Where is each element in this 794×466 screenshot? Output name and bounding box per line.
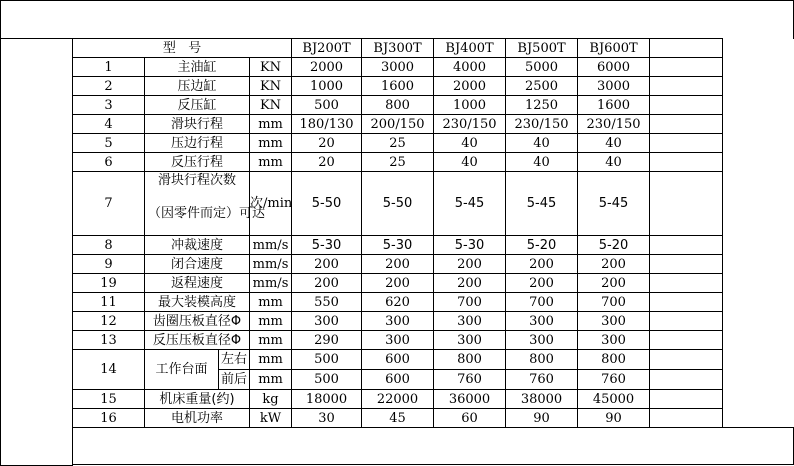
sheet-top-border: [0, 0, 794, 39]
unit-cell: kW: [250, 409, 292, 428]
blank-cell: [650, 274, 723, 293]
row-number: 9: [73, 255, 145, 274]
value-cell: 5-45: [578, 172, 650, 236]
table-row: [73, 236, 794, 255]
value-cell: 40: [506, 134, 578, 153]
parameter-name: 齿圈压板直径Φ: [145, 312, 250, 331]
parameter-name: 闭合速度: [145, 255, 250, 274]
value-cell: 2000: [434, 77, 506, 96]
table-row: [73, 153, 794, 172]
value-cell: 60: [434, 409, 506, 428]
value-cell: 5-45: [506, 172, 578, 236]
value-cell: 45000: [578, 390, 650, 409]
value-cell: 760: [506, 370, 578, 390]
value-cell: 20: [292, 134, 362, 153]
parameter-name: 反压行程: [145, 153, 250, 172]
blank-cell: [650, 96, 723, 115]
value-cell: 200: [506, 255, 578, 274]
value-cell: 5-30: [292, 236, 362, 255]
model-header: BJ600T: [578, 39, 650, 58]
row-number: 7: [73, 172, 145, 236]
value-cell: 200: [292, 274, 362, 293]
value-cell: 5-20: [506, 236, 578, 255]
value-cell: 25: [362, 153, 434, 172]
parameter-sub-name: 左右: [219, 350, 250, 370]
value-cell: 200: [292, 255, 362, 274]
value-cell: 1250: [506, 96, 578, 115]
value-cell: 5-45: [434, 172, 506, 236]
row-number: 16: [73, 409, 145, 428]
model-header: BJ400T: [434, 39, 506, 58]
value-cell: 90: [506, 409, 578, 428]
parameter-name: 冲裁速度: [145, 236, 250, 255]
model-header: BJ200T: [292, 39, 362, 58]
row-number: 19: [73, 274, 145, 293]
value-cell: 230/150: [506, 115, 578, 134]
model-label-cell: 型 号: [73, 39, 292, 58]
unit-cell: 次/min: [250, 172, 292, 236]
unit-cell: kg: [250, 390, 292, 409]
table-row: [73, 390, 794, 409]
value-cell: 1600: [578, 96, 650, 115]
value-cell: 600: [362, 350, 434, 370]
parameter-name: 滑块行程: [145, 115, 250, 134]
row-number: 11: [73, 293, 145, 312]
value-cell: 300: [362, 312, 434, 331]
sheet-left-margin: [0, 38, 73, 466]
value-cell: 3000: [362, 58, 434, 77]
value-cell: 800: [362, 96, 434, 115]
value-cell: 5-50: [362, 172, 434, 236]
row-number: 3: [73, 96, 145, 115]
value-cell: 300: [292, 312, 362, 331]
table-row: [73, 134, 794, 153]
value-cell: 760: [578, 370, 650, 390]
row-number: 5: [73, 134, 145, 153]
value-cell: 800: [578, 350, 650, 370]
blank-cell: [650, 134, 723, 153]
table-row: [73, 293, 794, 312]
unit-cell: mm: [250, 331, 292, 350]
value-cell: 2500: [506, 77, 578, 96]
value-cell: 1600: [362, 77, 434, 96]
value-cell: 30: [292, 409, 362, 428]
blank-cell: [650, 115, 723, 134]
value-cell: 6000: [578, 58, 650, 77]
unit-cell: mm: [250, 350, 292, 370]
parameter-name: 压边缸: [145, 77, 250, 96]
row-number: 1: [73, 58, 145, 77]
value-cell: 290: [292, 331, 362, 350]
value-cell: 5-30: [362, 236, 434, 255]
value-cell: 2000: [292, 58, 362, 77]
unit-cell: KN: [250, 58, 292, 77]
blank-cell: [650, 58, 723, 77]
value-cell: 200/150: [362, 115, 434, 134]
value-cell: 760: [434, 370, 506, 390]
blank-cell: [650, 172, 723, 236]
unit-cell: mm: [250, 134, 292, 153]
unit-cell: mm: [250, 115, 292, 134]
value-cell: 200: [506, 274, 578, 293]
blank-cell: [650, 77, 723, 96]
value-cell: 500: [292, 96, 362, 115]
table-row: [73, 255, 794, 274]
value-cell: 700: [434, 293, 506, 312]
table-row: [73, 96, 794, 115]
blank-cell: [650, 255, 723, 274]
value-cell: 36000: [434, 390, 506, 409]
value-cell: 300: [578, 331, 650, 350]
value-cell: 200: [434, 255, 506, 274]
blank-cell: [650, 312, 723, 331]
value-cell: 500: [292, 370, 362, 390]
value-cell: 200: [362, 255, 434, 274]
value-cell: 300: [434, 312, 506, 331]
blank-cell: [650, 331, 723, 350]
value-cell: 700: [578, 293, 650, 312]
parameter-name-line1: 滑块行程次数: [157, 173, 236, 188]
parameter-name: 主油缸: [145, 58, 250, 77]
value-cell: 5-20: [578, 236, 650, 255]
unit-cell: mm: [250, 293, 292, 312]
value-cell: 300: [506, 312, 578, 331]
parameter-name: 电机功率: [145, 409, 250, 428]
value-cell: 230/150: [434, 115, 506, 134]
unit-cell: KN: [250, 96, 292, 115]
value-cell: 800: [506, 350, 578, 370]
value-cell: 300: [362, 331, 434, 350]
row-number: 12: [73, 312, 145, 331]
value-cell: 1000: [292, 77, 362, 96]
row-number: 2: [73, 77, 145, 96]
table-row: [73, 331, 794, 350]
blank-cell: [650, 153, 723, 172]
parameter-group-name: 工作台面: [145, 350, 219, 390]
value-cell: 4000: [434, 58, 506, 77]
model-header: BJ500T: [506, 39, 578, 58]
row-number: 6: [73, 153, 145, 172]
value-cell: 25: [362, 134, 434, 153]
value-cell: 200: [578, 274, 650, 293]
value-cell: 200: [434, 274, 506, 293]
value-cell: 600: [362, 370, 434, 390]
unit-cell: mm/s: [250, 255, 292, 274]
value-cell: 700: [506, 293, 578, 312]
parameter-name: 机床重量(约): [145, 390, 250, 409]
value-cell: 18000: [292, 390, 362, 409]
value-cell: 180/130: [292, 115, 362, 134]
table-row: [73, 77, 794, 96]
value-cell: 40: [578, 153, 650, 172]
spec-table: [72, 38, 794, 465]
parameter-sub-name: 前后: [219, 370, 250, 390]
row-number: 13: [73, 331, 145, 350]
header-row: [73, 39, 794, 58]
blank-cell: [650, 39, 723, 58]
value-cell: 5-50: [292, 172, 362, 236]
parameter-name-line2: （因零件而定）可达: [148, 206, 266, 221]
row-number: 15: [73, 390, 145, 409]
value-cell: 500: [292, 350, 362, 370]
value-cell: 40: [578, 134, 650, 153]
blank-cell: [73, 428, 794, 465]
blank-cell: [650, 370, 723, 390]
table-row: [73, 58, 794, 77]
table-row: [73, 274, 794, 293]
value-cell: 20: [292, 153, 362, 172]
value-cell: 1000: [434, 96, 506, 115]
blank-cell: [650, 390, 723, 409]
value-cell: 5-30: [434, 236, 506, 255]
blank-cell: [650, 409, 723, 428]
value-cell: 3000: [578, 77, 650, 96]
value-cell: 40: [434, 153, 506, 172]
parameter-name: 返程速度: [145, 274, 250, 293]
table-row: [73, 115, 794, 134]
empty-footer-row: [73, 428, 794, 465]
unit-cell: mm/s: [250, 274, 292, 293]
value-cell: 22000: [362, 390, 434, 409]
row-number: 8: [73, 236, 145, 255]
row-number: 14: [73, 350, 145, 390]
value-cell: 230/150: [578, 115, 650, 134]
parameter-name: 压边行程: [145, 134, 250, 153]
value-cell: 40: [506, 153, 578, 172]
value-cell: 800: [434, 350, 506, 370]
unit-cell: mm: [250, 153, 292, 172]
unit-cell: mm/s: [250, 236, 292, 255]
value-cell: 5000: [506, 58, 578, 77]
parameter-name: 反压压板直径Φ: [145, 331, 250, 350]
blank-cell: [650, 293, 723, 312]
unit-cell: KN: [250, 77, 292, 96]
value-cell: 300: [578, 312, 650, 331]
parameter-name: 最大装模高度: [145, 293, 250, 312]
table-row: [73, 350, 794, 370]
value-cell: 200: [362, 274, 434, 293]
value-cell: 300: [434, 331, 506, 350]
value-cell: 300: [506, 331, 578, 350]
value-cell: 90: [578, 409, 650, 428]
value-cell: 45: [362, 409, 434, 428]
value-cell: 550: [292, 293, 362, 312]
model-header: BJ300T: [362, 39, 434, 58]
value-cell: 38000: [506, 390, 578, 409]
unit-cell: mm: [250, 370, 292, 390]
value-cell: 40: [434, 134, 506, 153]
value-cell: 200: [578, 255, 650, 274]
table-row: [73, 312, 794, 331]
table-row: [73, 172, 794, 236]
parameter-name: 反压缸: [145, 96, 250, 115]
blank-cell: [650, 236, 723, 255]
value-cell: 620: [362, 293, 434, 312]
blank-cell: [650, 350, 723, 370]
row-number: 4: [73, 115, 145, 134]
table-row: [73, 409, 794, 428]
parameter-name: [145, 172, 266, 236]
unit-cell: mm: [250, 312, 292, 331]
